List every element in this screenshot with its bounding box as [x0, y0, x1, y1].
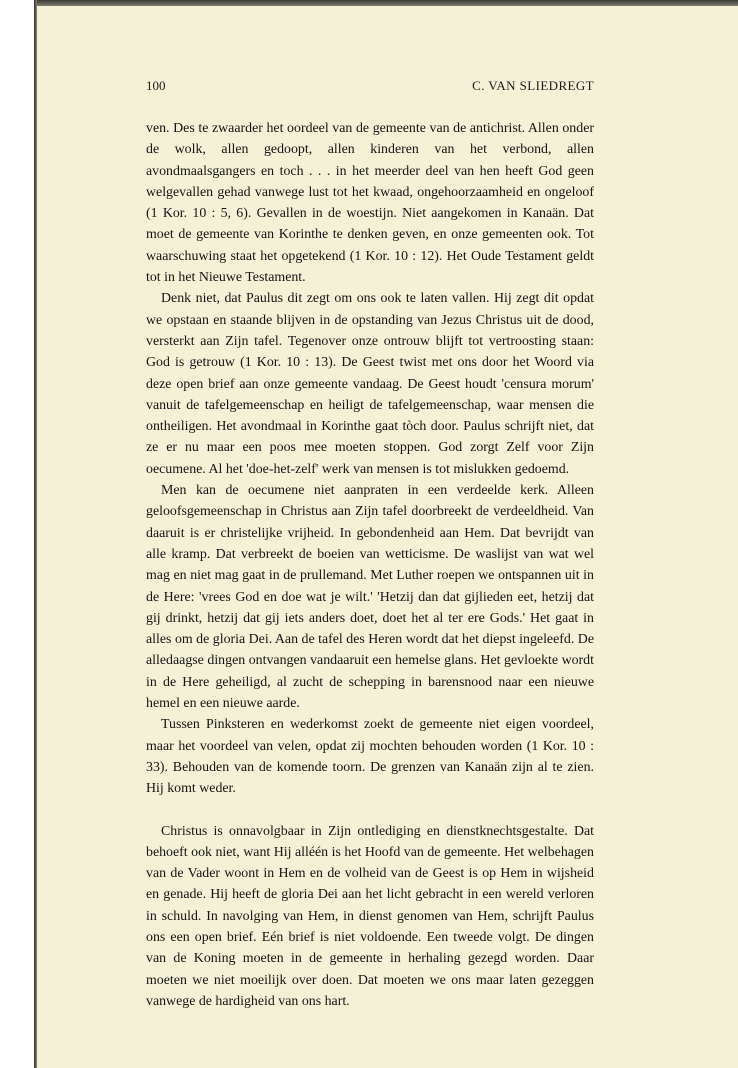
paragraph: Christus is onnavolgbaar in Zijn ontlediging en dienstknechtsgestalte. Dat behoeft ook niet, want Hij alléén is het Hoofd van de gemeente. Het welbehagen van de Vader woont in Hem en de volheid van de Geest is op Hem in wijsheid en genade. Hij heeft de gloria Dei aan het licht gebracht in een wereld verloren in schuld. In navolging van Hem, in dienst genomen van Hem, schrijft Paulus ons een open brief. Eén brief is niet voldoende. Een tweede volgt. De dingen van de Koning moeten in de gemeente in herhaling gezegd worden. Daar moeten we niet moeilijk over doen. Dat moeten we ons maar laten gezeggen vanwege de hardigheid van ons hart.: [146, 823, 594, 1009]
page-number: 100: [146, 78, 166, 93]
paragraph: Tussen Pinksteren en wederkomst zoekt de gemeente niet eigen voordeel, maar het voordeel van velen, opdat zij mochten behouden worden (1 Kor. 10 : 33). Behouden van de komende toorn. De grenzen van Kanaän zijn al te zien. Hij komt weder.: [146, 717, 594, 797]
running-head: C. VAN SLIEDREGT: [472, 78, 594, 93]
paragraph: Men kan de oecumene niet aanpraten in een verdeelde kerk. Alleen geloofsgemeenschap in Christus aan Zijn tafel doorbreekt de verdeeldheid. Van daaruit is er christelijke vrijheid. In gebondenheid aan Hem. Dat bevrijdt van alle kramp. Dat verbreekt de boeien van wetticisme. De waslijst van wat wel mag en niet mag gaat in de prullemand. Met Luther roepen we ontspannen uit in de Here: 'vrees God en doe wat je wilt.' 'Hetzij dan dat gijlieden eet, hetzij dat gij drinkt, hetzij dat gij iets anders doet, doet het al ter ere Gods.' Het gaat in alles om de gloria Dei. Aan de tafel des Heren wordt dat het diepst ingeleefd. De alledaagse dingen ontvangen vandaaruit een hemelse glans. Het gevloekte wordt in de Here geheiligd, al zucht de schepping in barensnood naar een nieuwe hemel en een nieuwe aarde.: [146, 483, 594, 712]
page-left-shadow: [34, 0, 37, 1068]
page-top-shadow: [34, 0, 738, 6]
body-text: [146, 118, 594, 1012]
paragraph: Denk niet, dat Paulus dit zegt om ons ook te laten vallen. Hij zegt dit opdat we opstaan en staande blijven in de opstanding van Jezus Christus uit de dood, versterkt aan Zijn tafel. Tegenover onze ontrouw blijft tot vertroosting staan: God is getrouw (1 Kor. 10 : 13). De Geest twist met ons door het Woord via deze open brief aan onze gemeente vandaag. De Geest houdt 'censura morum' vanuit de tafelgemeenschap en heiligt de tafelgemeenschap, waar mensen die ontheiligen. Het avondmaal in Korinthe gaat tòch door. Paulus schrijft niet, dat ze er nu maar een poos mee moeten stoppen. God zorgt Zelf voor Zijn oecumene. Al het 'doe-het-zelf' werk van mensen is tot mislukken gedoemd.: [146, 291, 594, 477]
scan-margin: [0, 0, 34, 1068]
paragraph: ven. Des te zwaarder het oordeel van de gemeente van de antichrist. Allen onder de wolk, allen gedoopt, allen kinderen van het verbond, allen avondmaalsgangers en toch . . . in het meerder deel van hen heeft God geen welgevallen gehad vanwege lust tot het kwaad, ongehoorzaamheid en ongeloof (1 Kor. 10 : 5, 6). Gevallen in de woestijn. Niet aangekomen in Kanaän. Dat moet de gemeente van Korinthe te denken geven, en onze gemeenten ook. Tot waarschuwing staat het opgetekend (1 Kor. 10 : 12). Het Oude Testament geldt tot in het Nieuwe Testament.: [146, 121, 594, 286]
page-header: [146, 78, 594, 98]
